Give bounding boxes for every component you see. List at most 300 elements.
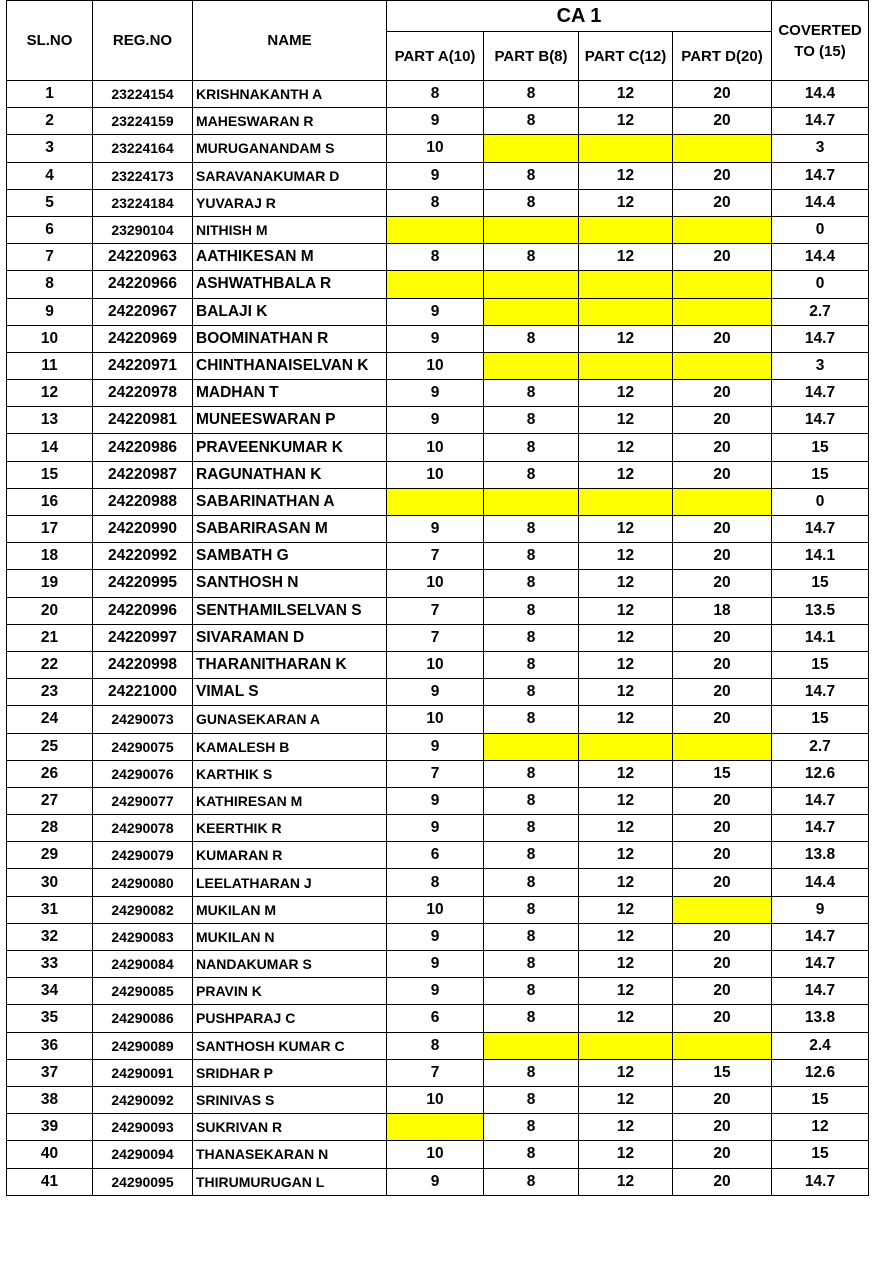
part-b-mark bbox=[484, 1032, 579, 1059]
sl-no-cell: 19 bbox=[7, 570, 93, 597]
name-cell: MADHAN T bbox=[193, 380, 387, 407]
table-row bbox=[7, 651, 869, 678]
part-b-mark bbox=[484, 271, 579, 298]
sl-no-cell: 39 bbox=[7, 1114, 93, 1141]
sl-no-cell: 40 bbox=[7, 1141, 93, 1168]
part-a-mark: 9 bbox=[387, 380, 484, 407]
part-b-mark: 8 bbox=[484, 570, 579, 597]
converted-mark: 12.6 bbox=[772, 760, 869, 787]
part-d-mark: 20 bbox=[673, 679, 772, 706]
sl-no-cell: 32 bbox=[7, 923, 93, 950]
part-d-mark bbox=[673, 1032, 772, 1059]
reg-no-cell: 24290073 bbox=[93, 706, 193, 733]
part-a-mark: 8 bbox=[387, 244, 484, 271]
part-d-mark: 20 bbox=[673, 815, 772, 842]
part-d-mark: 20 bbox=[673, 1141, 772, 1168]
table-row bbox=[7, 1141, 869, 1168]
part-a-mark: 9 bbox=[387, 951, 484, 978]
table-header bbox=[7, 1, 869, 81]
part-c-mark: 12 bbox=[579, 842, 673, 869]
part-a-mark: 10 bbox=[387, 651, 484, 678]
converted-mark: 13.8 bbox=[772, 842, 869, 869]
sl-no-cell: 6 bbox=[7, 216, 93, 243]
reg-no-cell: 24220988 bbox=[93, 488, 193, 515]
part-c-mark: 12 bbox=[579, 679, 673, 706]
sl-no-cell: 9 bbox=[7, 298, 93, 325]
converted-mark: 14.7 bbox=[772, 325, 869, 352]
table-row bbox=[7, 1114, 869, 1141]
part-a-mark: 9 bbox=[387, 407, 484, 434]
converted-mark: 14.1 bbox=[772, 624, 869, 651]
marks-table bbox=[6, 0, 869, 1196]
reg-no-cell: 24221000 bbox=[93, 679, 193, 706]
part-b-mark bbox=[484, 135, 579, 162]
converted-mark: 14.4 bbox=[772, 869, 869, 896]
part-b-mark: 8 bbox=[484, 162, 579, 189]
name-cell: THANASEKARAN N bbox=[193, 1141, 387, 1168]
name-cell: MURUGANANDAM S bbox=[193, 135, 387, 162]
part-a-mark: 7 bbox=[387, 760, 484, 787]
table-row bbox=[7, 325, 869, 352]
reg-no-cell: 24290086 bbox=[93, 1005, 193, 1032]
part-d-mark: 20 bbox=[673, 1086, 772, 1113]
converted-mark: 14.7 bbox=[772, 1168, 869, 1195]
sl-no-cell: 21 bbox=[7, 624, 93, 651]
table-row bbox=[7, 951, 869, 978]
part-c-mark bbox=[579, 733, 673, 760]
part-c-mark: 12 bbox=[579, 1005, 673, 1032]
part-d-mark bbox=[673, 352, 772, 379]
sl-no-cell: 41 bbox=[7, 1168, 93, 1195]
part-d-mark bbox=[673, 271, 772, 298]
part-a-mark: 9 bbox=[387, 325, 484, 352]
header-converted-line1: COVERTED bbox=[778, 21, 862, 39]
name-cell: CHINTHANAISELVAN K bbox=[193, 352, 387, 379]
part-b-mark bbox=[484, 352, 579, 379]
reg-no-cell: 23224164 bbox=[93, 135, 193, 162]
reg-no-cell: 24220981 bbox=[93, 407, 193, 434]
reg-no-cell: 24220978 bbox=[93, 380, 193, 407]
header-part-d: PART D(20) bbox=[673, 32, 772, 81]
name-cell: SUKRIVAN R bbox=[193, 1114, 387, 1141]
converted-mark: 14.7 bbox=[772, 108, 869, 135]
part-c-mark: 12 bbox=[579, 597, 673, 624]
part-d-mark: 18 bbox=[673, 597, 772, 624]
table-row bbox=[7, 434, 869, 461]
reg-no-cell: 24220971 bbox=[93, 352, 193, 379]
header-converted bbox=[772, 1, 869, 81]
name-cell: KRISHNAKANTH A bbox=[193, 81, 387, 108]
converted-mark: 14.7 bbox=[772, 951, 869, 978]
part-b-mark: 8 bbox=[484, 244, 579, 271]
name-cell: MAHESWARAN R bbox=[193, 108, 387, 135]
part-b-mark: 8 bbox=[484, 978, 579, 1005]
table-row bbox=[7, 407, 869, 434]
sl-no-cell: 11 bbox=[7, 352, 93, 379]
sl-no-cell: 16 bbox=[7, 488, 93, 515]
header-part-a: PART A(10) bbox=[387, 32, 484, 81]
part-d-mark: 20 bbox=[673, 951, 772, 978]
reg-no-cell: 24290089 bbox=[93, 1032, 193, 1059]
name-cell: RAGUNATHAN K bbox=[193, 461, 387, 488]
table-row bbox=[7, 1086, 869, 1113]
header-converted-line2: TO (15) bbox=[794, 42, 846, 60]
part-c-mark: 12 bbox=[579, 380, 673, 407]
name-cell: KEERTHIK R bbox=[193, 815, 387, 842]
part-c-mark: 12 bbox=[579, 570, 673, 597]
converted-mark: 14.7 bbox=[772, 978, 869, 1005]
sl-no-cell: 25 bbox=[7, 733, 93, 760]
table-row bbox=[7, 706, 869, 733]
reg-no-cell: 24290091 bbox=[93, 1059, 193, 1086]
part-c-mark: 12 bbox=[579, 815, 673, 842]
reg-no-cell: 24290093 bbox=[93, 1114, 193, 1141]
part-b-mark: 8 bbox=[484, 869, 579, 896]
name-cell: THIRUMURUGAN L bbox=[193, 1168, 387, 1195]
converted-mark: 15 bbox=[772, 1141, 869, 1168]
part-c-mark: 12 bbox=[579, 651, 673, 678]
part-d-mark: 20 bbox=[673, 787, 772, 814]
table-row bbox=[7, 380, 869, 407]
part-a-mark: 9 bbox=[387, 298, 484, 325]
part-b-mark: 8 bbox=[484, 325, 579, 352]
name-cell: PUSHPARAJ C bbox=[193, 1005, 387, 1032]
part-a-mark: 10 bbox=[387, 570, 484, 597]
part-c-mark: 12 bbox=[579, 706, 673, 733]
table-row bbox=[7, 733, 869, 760]
part-b-mark: 8 bbox=[484, 108, 579, 135]
part-d-mark: 20 bbox=[673, 1114, 772, 1141]
header-ca-group: CA 1 bbox=[387, 1, 772, 32]
reg-no-cell: 24290076 bbox=[93, 760, 193, 787]
name-cell: THARANITHARAN K bbox=[193, 651, 387, 678]
converted-mark: 14.7 bbox=[772, 407, 869, 434]
sl-no-cell: 22 bbox=[7, 651, 93, 678]
part-a-mark: 8 bbox=[387, 1032, 484, 1059]
converted-mark: 15 bbox=[772, 434, 869, 461]
part-d-mark: 20 bbox=[673, 325, 772, 352]
part-b-mark: 8 bbox=[484, 896, 579, 923]
part-d-mark: 20 bbox=[673, 516, 772, 543]
name-cell: SIVARAMAN D bbox=[193, 624, 387, 651]
converted-mark: 0 bbox=[772, 271, 869, 298]
part-b-mark: 8 bbox=[484, 434, 579, 461]
reg-no-cell: 24220997 bbox=[93, 624, 193, 651]
part-a-mark: 7 bbox=[387, 1059, 484, 1086]
reg-no-cell: 23290104 bbox=[93, 216, 193, 243]
name-cell: AATHIKESAN M bbox=[193, 244, 387, 271]
part-d-mark: 20 bbox=[673, 624, 772, 651]
header-part-c: PART C(12) bbox=[579, 32, 673, 81]
part-d-mark: 20 bbox=[673, 543, 772, 570]
part-b-mark bbox=[484, 488, 579, 515]
name-cell: SANTHOSH N bbox=[193, 570, 387, 597]
reg-no-cell: 24290082 bbox=[93, 896, 193, 923]
sl-no-cell: 2 bbox=[7, 108, 93, 135]
part-a-mark: 7 bbox=[387, 597, 484, 624]
part-a-mark: 9 bbox=[387, 516, 484, 543]
converted-mark: 2.7 bbox=[772, 733, 869, 760]
reg-no-cell: 24290083 bbox=[93, 923, 193, 950]
sl-no-cell: 28 bbox=[7, 815, 93, 842]
converted-mark: 14.7 bbox=[772, 162, 869, 189]
table-row bbox=[7, 679, 869, 706]
sl-no-cell: 35 bbox=[7, 1005, 93, 1032]
sl-no-cell: 36 bbox=[7, 1032, 93, 1059]
reg-no-cell: 23224154 bbox=[93, 81, 193, 108]
converted-mark: 0 bbox=[772, 488, 869, 515]
converted-mark: 14.4 bbox=[772, 244, 869, 271]
reg-no-cell: 24290075 bbox=[93, 733, 193, 760]
part-a-mark bbox=[387, 271, 484, 298]
table-row bbox=[7, 271, 869, 298]
part-b-mark: 8 bbox=[484, 597, 579, 624]
reg-no-cell: 24220966 bbox=[93, 271, 193, 298]
part-a-mark: 7 bbox=[387, 624, 484, 651]
converted-mark: 13.5 bbox=[772, 597, 869, 624]
name-cell: MUKILAN N bbox=[193, 923, 387, 950]
part-c-mark: 12 bbox=[579, 325, 673, 352]
part-c-mark bbox=[579, 488, 673, 515]
header-name: NAME bbox=[193, 1, 387, 81]
part-a-mark: 8 bbox=[387, 189, 484, 216]
table-row bbox=[7, 81, 869, 108]
part-d-mark bbox=[673, 135, 772, 162]
part-b-mark: 8 bbox=[484, 189, 579, 216]
part-a-mark: 9 bbox=[387, 787, 484, 814]
sl-no-cell: 24 bbox=[7, 706, 93, 733]
part-a-mark: 9 bbox=[387, 162, 484, 189]
part-c-mark: 12 bbox=[579, 162, 673, 189]
name-cell: KARTHIK S bbox=[193, 760, 387, 787]
part-d-mark: 20 bbox=[673, 1168, 772, 1195]
part-b-mark: 8 bbox=[484, 706, 579, 733]
converted-mark: 9 bbox=[772, 896, 869, 923]
name-cell: LEELATHARAN J bbox=[193, 869, 387, 896]
name-cell: ASHWATHBALA R bbox=[193, 271, 387, 298]
table-row bbox=[7, 461, 869, 488]
name-cell: SENTHAMILSELVAN S bbox=[193, 597, 387, 624]
reg-no-cell: 24290084 bbox=[93, 951, 193, 978]
part-b-mark: 8 bbox=[484, 543, 579, 570]
converted-mark: 14.7 bbox=[772, 516, 869, 543]
part-c-mark: 12 bbox=[579, 516, 673, 543]
part-a-mark: 8 bbox=[387, 81, 484, 108]
converted-mark: 2.7 bbox=[772, 298, 869, 325]
name-cell: PRAVEENKUMAR K bbox=[193, 434, 387, 461]
part-d-mark: 20 bbox=[673, 978, 772, 1005]
table-row bbox=[7, 624, 869, 651]
name-cell: KATHIRESAN M bbox=[193, 787, 387, 814]
part-a-mark: 10 bbox=[387, 352, 484, 379]
table-row bbox=[7, 516, 869, 543]
part-c-mark: 12 bbox=[579, 189, 673, 216]
part-d-mark: 20 bbox=[673, 923, 772, 950]
sl-no-cell: 20 bbox=[7, 597, 93, 624]
part-d-mark: 20 bbox=[673, 706, 772, 733]
part-d-mark: 15 bbox=[673, 760, 772, 787]
part-b-mark: 8 bbox=[484, 651, 579, 678]
converted-mark: 14.4 bbox=[772, 189, 869, 216]
part-c-mark: 12 bbox=[579, 951, 673, 978]
sl-no-cell: 5 bbox=[7, 189, 93, 216]
part-b-mark: 8 bbox=[484, 1114, 579, 1141]
sl-no-cell: 3 bbox=[7, 135, 93, 162]
sl-no-cell: 12 bbox=[7, 380, 93, 407]
part-c-mark: 12 bbox=[579, 1059, 673, 1086]
reg-no-cell: 24290085 bbox=[93, 978, 193, 1005]
part-b-mark: 8 bbox=[484, 1005, 579, 1032]
part-c-mark: 12 bbox=[579, 461, 673, 488]
part-b-mark: 8 bbox=[484, 679, 579, 706]
part-b-mark: 8 bbox=[484, 81, 579, 108]
part-b-mark: 8 bbox=[484, 1086, 579, 1113]
sl-no-cell: 38 bbox=[7, 1086, 93, 1113]
part-d-mark: 20 bbox=[673, 81, 772, 108]
reg-no-cell: 24220990 bbox=[93, 516, 193, 543]
reg-no-cell: 24290094 bbox=[93, 1141, 193, 1168]
converted-mark: 3 bbox=[772, 135, 869, 162]
table-row bbox=[7, 488, 869, 515]
sl-no-cell: 29 bbox=[7, 842, 93, 869]
part-c-mark: 12 bbox=[579, 407, 673, 434]
reg-no-cell: 24290092 bbox=[93, 1086, 193, 1113]
part-c-mark: 12 bbox=[579, 1114, 673, 1141]
sl-no-cell: 10 bbox=[7, 325, 93, 352]
name-cell: GUNASEKARAN A bbox=[193, 706, 387, 733]
converted-mark: 14.4 bbox=[772, 81, 869, 108]
part-b-mark: 8 bbox=[484, 516, 579, 543]
part-d-mark: 20 bbox=[673, 189, 772, 216]
part-c-mark bbox=[579, 271, 673, 298]
part-d-mark: 20 bbox=[673, 380, 772, 407]
part-d-mark: 20 bbox=[673, 651, 772, 678]
table-row bbox=[7, 216, 869, 243]
part-d-mark bbox=[673, 488, 772, 515]
table-body bbox=[7, 81, 869, 1196]
part-b-mark: 8 bbox=[484, 951, 579, 978]
part-d-mark: 20 bbox=[673, 869, 772, 896]
part-a-mark: 10 bbox=[387, 434, 484, 461]
part-b-mark: 8 bbox=[484, 787, 579, 814]
part-a-mark: 9 bbox=[387, 978, 484, 1005]
sl-no-cell: 18 bbox=[7, 543, 93, 570]
part-d-mark: 20 bbox=[673, 842, 772, 869]
part-d-mark bbox=[673, 298, 772, 325]
part-d-mark: 20 bbox=[673, 244, 772, 271]
reg-no-cell: 24220987 bbox=[93, 461, 193, 488]
part-c-mark: 12 bbox=[579, 1086, 673, 1113]
name-cell: SARAVANAKUMAR D bbox=[193, 162, 387, 189]
part-c-mark: 12 bbox=[579, 543, 673, 570]
table-row bbox=[7, 597, 869, 624]
part-b-mark: 8 bbox=[484, 407, 579, 434]
table-row bbox=[7, 108, 869, 135]
part-d-mark: 20 bbox=[673, 570, 772, 597]
converted-mark: 15 bbox=[772, 570, 869, 597]
name-cell: NANDAKUMAR S bbox=[193, 951, 387, 978]
reg-no-cell: 24220996 bbox=[93, 597, 193, 624]
part-a-mark: 10 bbox=[387, 135, 484, 162]
part-c-mark: 12 bbox=[579, 760, 673, 787]
table-row bbox=[7, 162, 869, 189]
part-b-mark: 8 bbox=[484, 923, 579, 950]
sl-no-cell: 30 bbox=[7, 869, 93, 896]
converted-mark: 3 bbox=[772, 352, 869, 379]
table-row bbox=[7, 923, 869, 950]
table-row bbox=[7, 352, 869, 379]
table-row bbox=[7, 869, 869, 896]
part-d-mark: 20 bbox=[673, 162, 772, 189]
name-cell: KUMARAN R bbox=[193, 842, 387, 869]
name-cell: SRINIVAS S bbox=[193, 1086, 387, 1113]
sl-no-cell: 34 bbox=[7, 978, 93, 1005]
part-d-mark bbox=[673, 733, 772, 760]
converted-mark: 15 bbox=[772, 1086, 869, 1113]
reg-no-cell: 24220992 bbox=[93, 543, 193, 570]
name-cell: YUVARAJ R bbox=[193, 189, 387, 216]
part-c-mark: 12 bbox=[579, 978, 673, 1005]
sl-no-cell: 15 bbox=[7, 461, 93, 488]
converted-mark: 0 bbox=[772, 216, 869, 243]
part-a-mark: 10 bbox=[387, 896, 484, 923]
sl-no-cell: 31 bbox=[7, 896, 93, 923]
part-c-mark bbox=[579, 216, 673, 243]
name-cell: SANTHOSH KUMAR C bbox=[193, 1032, 387, 1059]
part-a-mark: 9 bbox=[387, 1168, 484, 1195]
sl-no-cell: 37 bbox=[7, 1059, 93, 1086]
table-row bbox=[7, 135, 869, 162]
part-c-mark bbox=[579, 135, 673, 162]
converted-mark: 12.6 bbox=[772, 1059, 869, 1086]
part-b-mark: 8 bbox=[484, 1168, 579, 1195]
part-a-mark: 10 bbox=[387, 706, 484, 733]
converted-mark: 14.7 bbox=[772, 815, 869, 842]
table-row bbox=[7, 1059, 869, 1086]
part-b-mark bbox=[484, 216, 579, 243]
part-c-mark: 12 bbox=[579, 624, 673, 651]
part-c-mark: 12 bbox=[579, 434, 673, 461]
table-row bbox=[7, 570, 869, 597]
part-a-mark: 9 bbox=[387, 923, 484, 950]
part-d-mark: 20 bbox=[673, 407, 772, 434]
part-c-mark: 12 bbox=[579, 1141, 673, 1168]
name-cell: BALAJI K bbox=[193, 298, 387, 325]
reg-no-cell: 24220998 bbox=[93, 651, 193, 678]
part-c-mark: 12 bbox=[579, 787, 673, 814]
name-cell: VIMAL S bbox=[193, 679, 387, 706]
part-a-mark: 9 bbox=[387, 108, 484, 135]
converted-mark: 2.4 bbox=[772, 1032, 869, 1059]
header-sl-no: SL.NO bbox=[7, 1, 93, 81]
table-row bbox=[7, 543, 869, 570]
table-row bbox=[7, 298, 869, 325]
part-b-mark: 8 bbox=[484, 815, 579, 842]
reg-no-cell: 24290079 bbox=[93, 842, 193, 869]
part-c-mark: 12 bbox=[579, 108, 673, 135]
header-part-b: PART B(8) bbox=[484, 32, 579, 81]
part-d-mark: 15 bbox=[673, 1059, 772, 1086]
part-a-mark bbox=[387, 216, 484, 243]
part-c-mark: 12 bbox=[579, 81, 673, 108]
converted-mark: 14.7 bbox=[772, 380, 869, 407]
name-cell: SRIDHAR P bbox=[193, 1059, 387, 1086]
reg-no-cell: 24220969 bbox=[93, 325, 193, 352]
part-a-mark: 8 bbox=[387, 869, 484, 896]
name-cell: SABARINATHAN A bbox=[193, 488, 387, 515]
sl-no-cell: 8 bbox=[7, 271, 93, 298]
part-d-mark: 20 bbox=[673, 108, 772, 135]
